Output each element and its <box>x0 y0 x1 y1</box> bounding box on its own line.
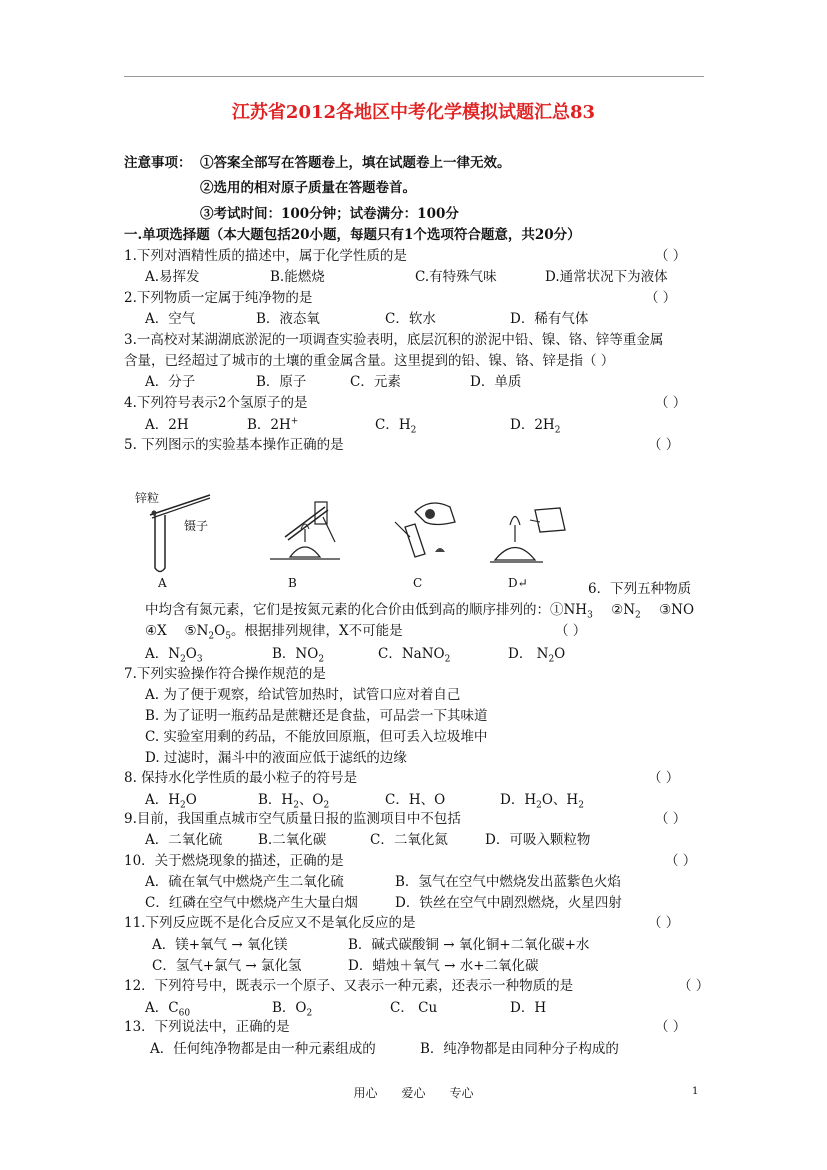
q3-option-a: A．分子 <box>145 374 196 390</box>
q2-blank: （ ） <box>645 290 677 306</box>
q7-option-a: A. 为了便于观察，给试管加热时，试管口应对着自己 <box>145 687 461 703</box>
q10-option-c: C．红磷在空气中燃烧产生大量白烟 <box>145 895 358 911</box>
q3-stem-line2: 含量，已经超过了城市的土壤的重金属含量。这里提到的铅、镍、铬、锌是指（ ） <box>124 353 615 369</box>
q7-option-d: D. 过滤时，漏斗中的液面应低于滤纸的边缘 <box>145 750 407 766</box>
q2-option-d: D．稀有气体 <box>510 311 589 327</box>
page-title: 江苏省2012各地区中考化学模拟试题汇总83 <box>231 102 596 123</box>
q6-stem-line1: 中均含有氮元素，它们是按氮元素的化合价由低到高的顺序排列的：$①NH_3$ $②N_2$ ③NO <box>145 602 695 621</box>
q8-stem: 8. 保持水化学性质的最小粒子的符号是 <box>124 770 358 786</box>
q12-option-b: B．$O_2$ <box>272 1000 313 1019</box>
q3-option-c: C．元素 <box>350 374 401 390</box>
fig-label-c: C <box>413 576 423 590</box>
q11-option-b: B．碱式碳酸铜 → 氧化铜+二氧化碳+水 <box>348 937 590 953</box>
q4-option-b: B．2H+ <box>247 416 299 433</box>
section-heading: 一.单项选择题（本大题包括20小题，每题只有1个选项符合题意，共20分） <box>124 227 581 243</box>
q10-stem: 10．关于燃烧现象的描述，正确的是 <box>124 853 344 869</box>
q1-blank: （ ） <box>655 248 687 264</box>
q3-option-d: D．单质 <box>470 374 522 390</box>
q1-stem: 1.下列对酒精性质的描述中，属于化学性质的是 <box>124 248 407 264</box>
q7-option-c: C. 实验室用剩的药品，不能放回原瓶，但可丢入垃圾堆中 <box>145 729 488 745</box>
q4-option-a: A．2H <box>145 417 189 433</box>
q6-number: 6．下列五种物质 <box>588 581 692 597</box>
q5-blank: （ ） <box>648 437 680 453</box>
figure-c-dropper <box>375 492 465 562</box>
q10-blank: （ ） <box>665 853 697 869</box>
q6-option-d: D． $N_2O$ <box>508 646 566 665</box>
q12-option-a: A．$C_{60}$ <box>145 1000 191 1019</box>
q11-option-c: C．氢气+氯气 → 氯化氢 <box>152 958 302 974</box>
q13-blank: （ ） <box>655 1019 687 1035</box>
q11-stem: 11.下列反应既不是化合反应又不是氧化反应的是 <box>124 915 416 931</box>
q2-option-c: C．软水 <box>385 311 436 327</box>
q12-option-c: C． Cu <box>390 1000 438 1016</box>
q6-option-c: C．NaNO$_2$ <box>378 646 451 665</box>
q4-stem: 4.下列符号表示2个氢原子的是 <box>124 395 308 411</box>
q9-stem: 9.目前，我国重点城市空气质量日报的监测项目中不包括 <box>124 811 461 827</box>
q10-option-a: A．硫在氧气中燃烧产生二氧化硫 <box>145 874 344 890</box>
q9-option-c: C．二氧化氮 <box>370 832 448 848</box>
q13-option-a: A．任何纯净物都是由一种元素组成的 <box>150 1041 376 1057</box>
q9-option-d: D．可吸入颗粒物 <box>485 832 591 848</box>
fig-a-label-tweezers: 镊子 <box>184 519 209 533</box>
q12-stem: 12．下列符号中，既表示一个原子、又表示一种元素，还表示一种物质的是 <box>124 978 574 994</box>
q6-blank: （ ） <box>555 623 587 639</box>
q3-option-b: B．原子 <box>256 374 307 390</box>
notice-item-2: ②选用的相对原子质量在答题卷首。 <box>200 180 416 196</box>
page-number: 1 <box>692 1086 699 1097</box>
q1-option-d: D.通常状况下为液体 <box>545 269 668 285</box>
q12-blank: （ ） <box>678 978 710 994</box>
q10-option-d: D．铁丝在空气中剧烈燃烧，火星四射 <box>395 895 622 911</box>
q6-option-a: A．$N_2O_3$ <box>145 646 203 665</box>
q13-option-b: B．纯净物都是由同种分子构成的 <box>420 1041 619 1057</box>
q1-option-a: A.易挥发 <box>145 269 200 285</box>
q8-option-a: A．$H_2O$ <box>145 792 197 811</box>
q2-option-b: B．液态氧 <box>256 311 320 327</box>
q12-option-d: D．H <box>510 1000 547 1016</box>
notice-item-3: ③考试时间：100分钟；试卷满分：100分 <box>200 206 459 222</box>
figure-a-test-tube <box>140 490 220 570</box>
q4-option-d: D．$2H_2$ <box>510 417 561 436</box>
fig-label-d: D↵ <box>508 576 528 590</box>
fig-a-label-zinc: 锌粒 <box>135 491 160 505</box>
q4-blank: （ ） <box>655 395 687 411</box>
q1-option-b: B.能燃烧 <box>270 269 325 285</box>
q9-option-a: A．二氧化硫 <box>145 832 223 848</box>
q7-option-b: B. 为了证明一瓶药品是蔗糖还是食盐，可品尝一下其味道 <box>145 708 488 724</box>
q10-option-b: B．氢气在空气中燃烧发出蓝紫色火焰 <box>395 874 621 890</box>
figure-b-heating <box>265 497 345 567</box>
q5-stem: 5. 下列图示的实验基本操作正确的是 <box>124 437 344 453</box>
header-rule <box>124 76 704 77</box>
notice-item-1: ①答案全部写在答题卷上，填在试题卷上一律无效。 <box>200 155 511 171</box>
notice-label: 注意事项： <box>124 155 192 171</box>
q3-stem-line1: 3.一高校对某湖湖底淤泥的一项调查实验表明，底层沉积的淤泥中铅、镍、铬、锌等重金属 <box>124 332 664 348</box>
q8-option-d: D．$H_2O$、$H_2$ <box>500 792 584 811</box>
q2-option-a: A．空气 <box>145 311 196 327</box>
q8-option-c: C．H、O <box>385 792 446 808</box>
q11-option-a: A．镁+氧气 → 氧化镁 <box>152 937 288 953</box>
q9-blank: （ ） <box>655 811 687 827</box>
q8-blank: （ ） <box>648 770 680 786</box>
q4-option-c: C．$H_2$ <box>375 417 417 436</box>
q13-stem: 13．下列说法中，正确的是 <box>124 1019 290 1035</box>
q11-blank: （ ） <box>648 915 680 931</box>
q9-option-b: B.二氧化碳 <box>258 832 327 848</box>
fig-label-a: A <box>158 576 167 590</box>
q11-option-d: D．蜡烛＋氧气 → 水+二氧化碳 <box>348 958 539 974</box>
q7-stem: 7.下列实验操作符合操作规范的是 <box>124 666 326 682</box>
fig-label-b: B <box>288 576 297 590</box>
q6-option-b: B．$NO_2$ <box>272 646 325 665</box>
figure-d-lamp <box>485 500 575 570</box>
footer-motto: 用心 爱心 专心 <box>353 1086 474 1100</box>
q2-stem: 2.下列物质一定属于纯净物的是 <box>124 290 313 306</box>
q1-option-c: C.有特殊气味 <box>415 269 497 285</box>
q6-stem-line2: ④X $⑤N_2O_5$。根据排列规律，X不可能是 <box>145 623 403 642</box>
q8-option-b: B．$H_2$、$O_2$ <box>258 792 330 811</box>
